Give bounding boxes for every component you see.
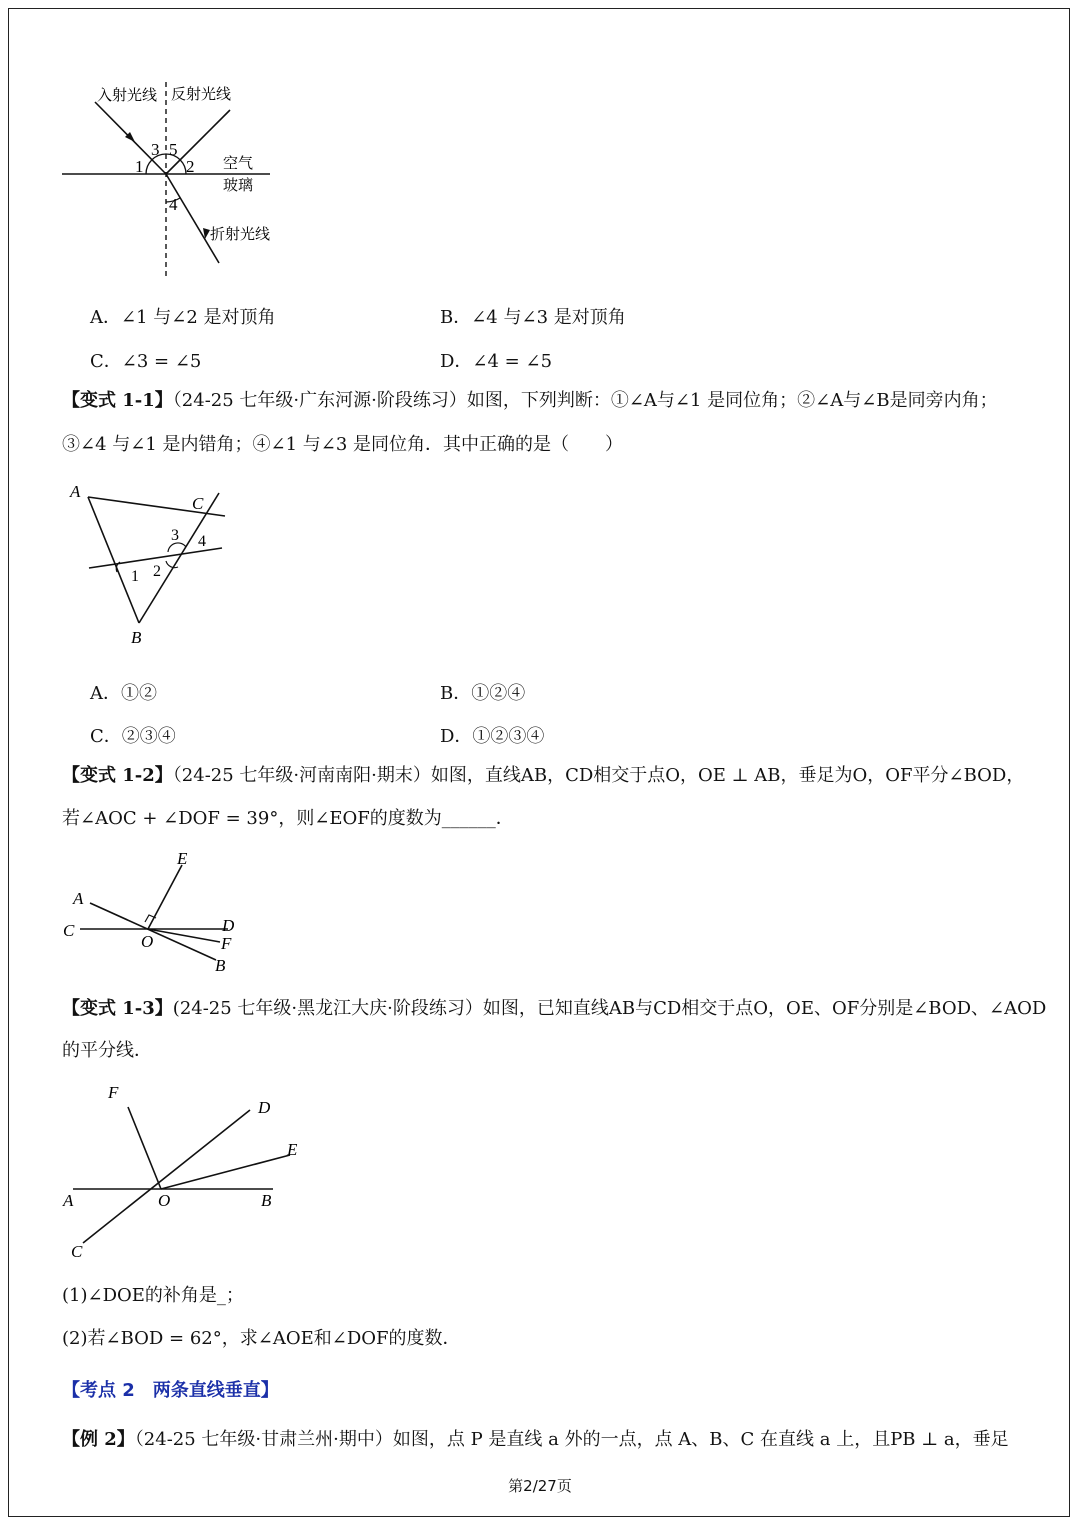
bisector-figure xyxy=(58,1075,308,1265)
angle-4: 4 xyxy=(169,195,178,214)
label-2: 2 xyxy=(153,563,161,580)
variant-1-1-line2: ③∠4 与∠1 是内错角；④∠1 与∠3 是同位角．其中正确的是（ ） xyxy=(62,434,624,455)
page-number: 第2/27页 xyxy=(508,1477,572,1495)
triangle-figure xyxy=(62,478,242,650)
angle-1: 1 xyxy=(135,157,144,176)
variant-1-3-sub2: (2)若∠BOD = 62°，求∠AOE和∠DOF的度数． xyxy=(62,1328,461,1349)
reflected-label: 反射光线 xyxy=(171,87,232,103)
incident-label: 入射光线 xyxy=(97,88,158,104)
variant-1-1-line1 xyxy=(62,390,998,412)
q1-option-a: A．∠1 与∠2 是对顶角 xyxy=(90,307,276,328)
variant-1-2-text: （24-25 七年级·河南南阳·期末）如图，直线AB，CD相交于点O，OE ⊥ AB，垂足为O，OF平分∠BOD， xyxy=(172,765,1025,786)
variant-1-3-line2: 的平分线． xyxy=(62,1040,152,1061)
variant-1-3-text: (24-25 七年级·黑龙江大庆·阶段练习）如图，已知直线AB与CD相交于点O，OE、OF分别是∠BOD、∠AOD xyxy=(172,998,1047,1019)
variant-1-3-sub1: (1)∠DOE的补角是_； xyxy=(62,1285,244,1306)
variant-1-1-tag: 【变式 1-1】 xyxy=(62,390,173,411)
point-C: C xyxy=(63,921,75,940)
variant-1-2-line1 xyxy=(62,765,1024,787)
v11-option-d: D．①②③④ xyxy=(440,726,545,747)
variant-1-2-tag: 【变式 1-2】 xyxy=(62,765,173,786)
point-A: A xyxy=(73,889,84,908)
v11-option-b: B．①②④ xyxy=(440,683,526,704)
ray-A: A xyxy=(63,1191,74,1210)
ray-F: F xyxy=(108,1083,119,1102)
ray-D: D xyxy=(258,1098,271,1117)
variant-1-3-line1 xyxy=(62,998,1046,1020)
vertex-A: A xyxy=(70,482,81,501)
angle-3: 3 xyxy=(151,140,160,159)
perpendicular-figure xyxy=(60,843,250,978)
point-B: B xyxy=(215,956,226,975)
ray-E: E xyxy=(287,1140,298,1159)
point-D: D xyxy=(222,916,235,935)
v11-option-a: A．①② xyxy=(90,683,157,704)
vertex-B: B xyxy=(131,628,142,647)
v11-option-c: C．②③④ xyxy=(90,726,176,747)
q1-option-c: C．∠3 = ∠5 xyxy=(90,351,202,372)
glass-label: 玻璃 xyxy=(223,178,254,194)
light-refraction-figure xyxy=(55,80,295,285)
example-2-tag: 【例 2】 xyxy=(62,1429,135,1450)
section-heading: 【考点 2 两条直线垂直】 xyxy=(62,1380,279,1401)
q1-option-d: D．∠4 = ∠5 xyxy=(440,351,553,372)
point-O: O xyxy=(141,932,154,951)
angle-2: 2 xyxy=(186,157,195,176)
point-F: F xyxy=(221,934,232,953)
vertex-C: C xyxy=(192,494,204,513)
ray-C: C xyxy=(71,1242,83,1261)
example-2-line1 xyxy=(62,1429,1009,1451)
air-label: 空气 xyxy=(223,156,254,172)
label-4: 4 xyxy=(198,533,206,550)
example-2-text: （24-25 七年级·甘肃兰州·期中）如图，点 P 是直线 a 外的一点，点 A、B、C 在直线 a 上，且PB ⊥ a，垂足 xyxy=(134,1429,1009,1450)
point-E: E xyxy=(177,849,188,868)
q1-option-b: B．∠4 与∠3 是对顶角 xyxy=(440,307,626,328)
label-1: 1 xyxy=(131,568,139,585)
variant-1-1-text: （24-25 七年级·广东河源·阶段练习）如图，下列判断：①∠A与∠1 是同位角；②∠A与∠B是同旁内角； xyxy=(172,390,998,411)
ray-B: B xyxy=(261,1191,272,1210)
variant-1-2-line2: 若∠AOC + ∠DOF = 39°，则∠EOF的度数为______． xyxy=(62,808,514,829)
refracted-label: 折射光线 xyxy=(210,227,271,243)
label-3: 3 xyxy=(171,527,179,544)
angle-5: 5 xyxy=(169,140,178,159)
variant-1-3-tag: 【变式 1-3】 xyxy=(62,998,173,1019)
ray-O: O xyxy=(158,1191,171,1210)
